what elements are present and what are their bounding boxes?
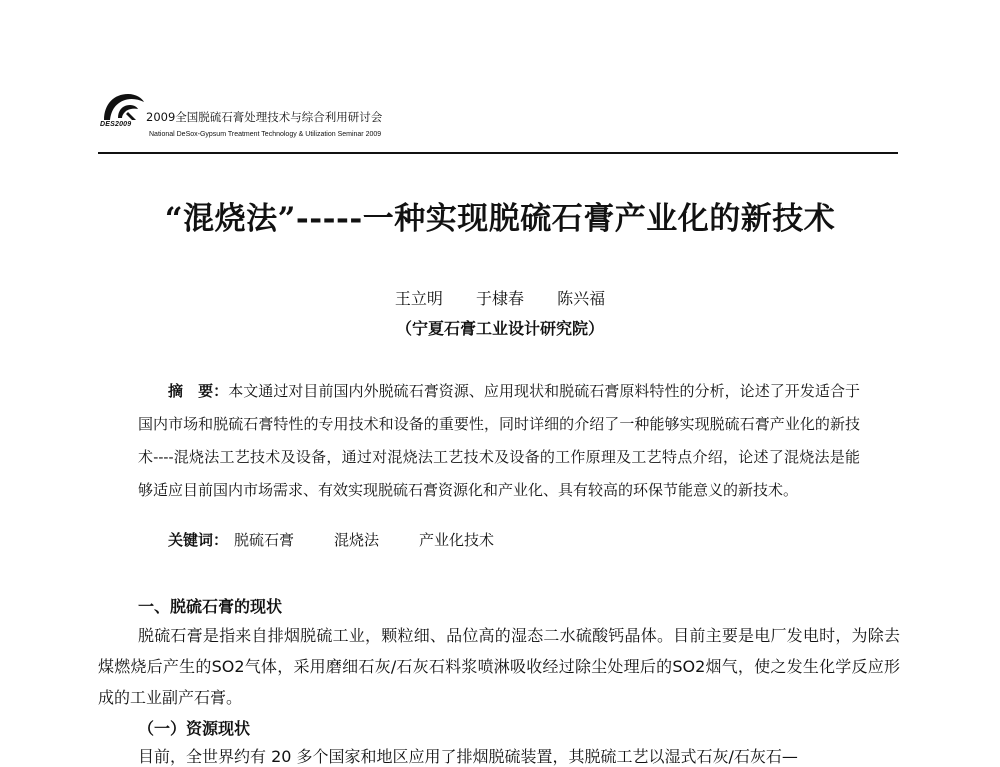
conference-name-en: National DeSox-Gypsum Treatment Technology & Utilization Seminar 2009 bbox=[149, 131, 382, 138]
paragraph: 脱硫石膏是指来自排烟脱硫工业，颗粒细、品位高的湿态二水硫酸钙晶体。目前主要是电厂发电时，为除去煤燃烧后产生的SO2气体，采用磨细石灰/石灰石料浆喷淋吸收经过除尘处理后的SO2烟气，使之发生化学反应形成的工业副产石膏。 bbox=[98, 626, 900, 707]
author-name: 王立明 bbox=[394, 289, 443, 308]
affiliation: （宁夏石膏工业设计研究院） bbox=[395, 319, 604, 338]
author-name: 于棣春 bbox=[475, 289, 524, 308]
author-list bbox=[0, 286, 1000, 309]
logo-text: DES2009 bbox=[100, 121, 132, 128]
author-name: 陈兴福 bbox=[557, 289, 606, 308]
keyword: 产业化技术 bbox=[419, 531, 495, 549]
abstract-label: 摘 要： bbox=[168, 382, 229, 400]
keyword: 混烧法 bbox=[334, 531, 380, 549]
conference-logo bbox=[98, 90, 146, 130]
abstract bbox=[138, 375, 860, 507]
conference-name-cn: 2009全国脱硫石膏处理技术与综合利用研讨会 bbox=[146, 110, 383, 124]
abstract-text: 本文通过对目前国内外脱硫石膏资源、应用现状和脱硫石膏原料特性的分析，论述了开发适合于国内市场和脱硫石膏特性的专用技术和设备的重要性，同时详细的介绍了一种能够实现脱硫石膏产业化的新技术----混烧法工艺技术及设备，通过对混烧法工艺技术及设备的工作原理及工艺特点介绍，论述了混烧法是能够适应目前国内市场需求、有效实现脱硫石膏资源化和产业化、具有较高的环保节能意义的新技术。 bbox=[138, 382, 860, 499]
conference-header bbox=[98, 90, 898, 154]
keyword: 脱硫石膏 bbox=[234, 531, 295, 549]
section-heading: 一、脱硫石膏的现状 bbox=[138, 597, 283, 616]
paper-title: “混烧法”-----一种实现脱硫石膏产业化的新技术 bbox=[164, 201, 836, 237]
keywords-label: 关键词： bbox=[168, 531, 229, 549]
section-body bbox=[98, 620, 900, 713]
paragraph-continued: 目前，全世界约有 20 多个国家和地区应用了排烟脱硫装置，其脱硫工艺以湿式石灰/石灰石— bbox=[138, 747, 798, 766]
subsection-heading: （一）资源现状 bbox=[138, 719, 251, 738]
header-divider bbox=[98, 152, 898, 154]
keywords bbox=[168, 529, 494, 550]
